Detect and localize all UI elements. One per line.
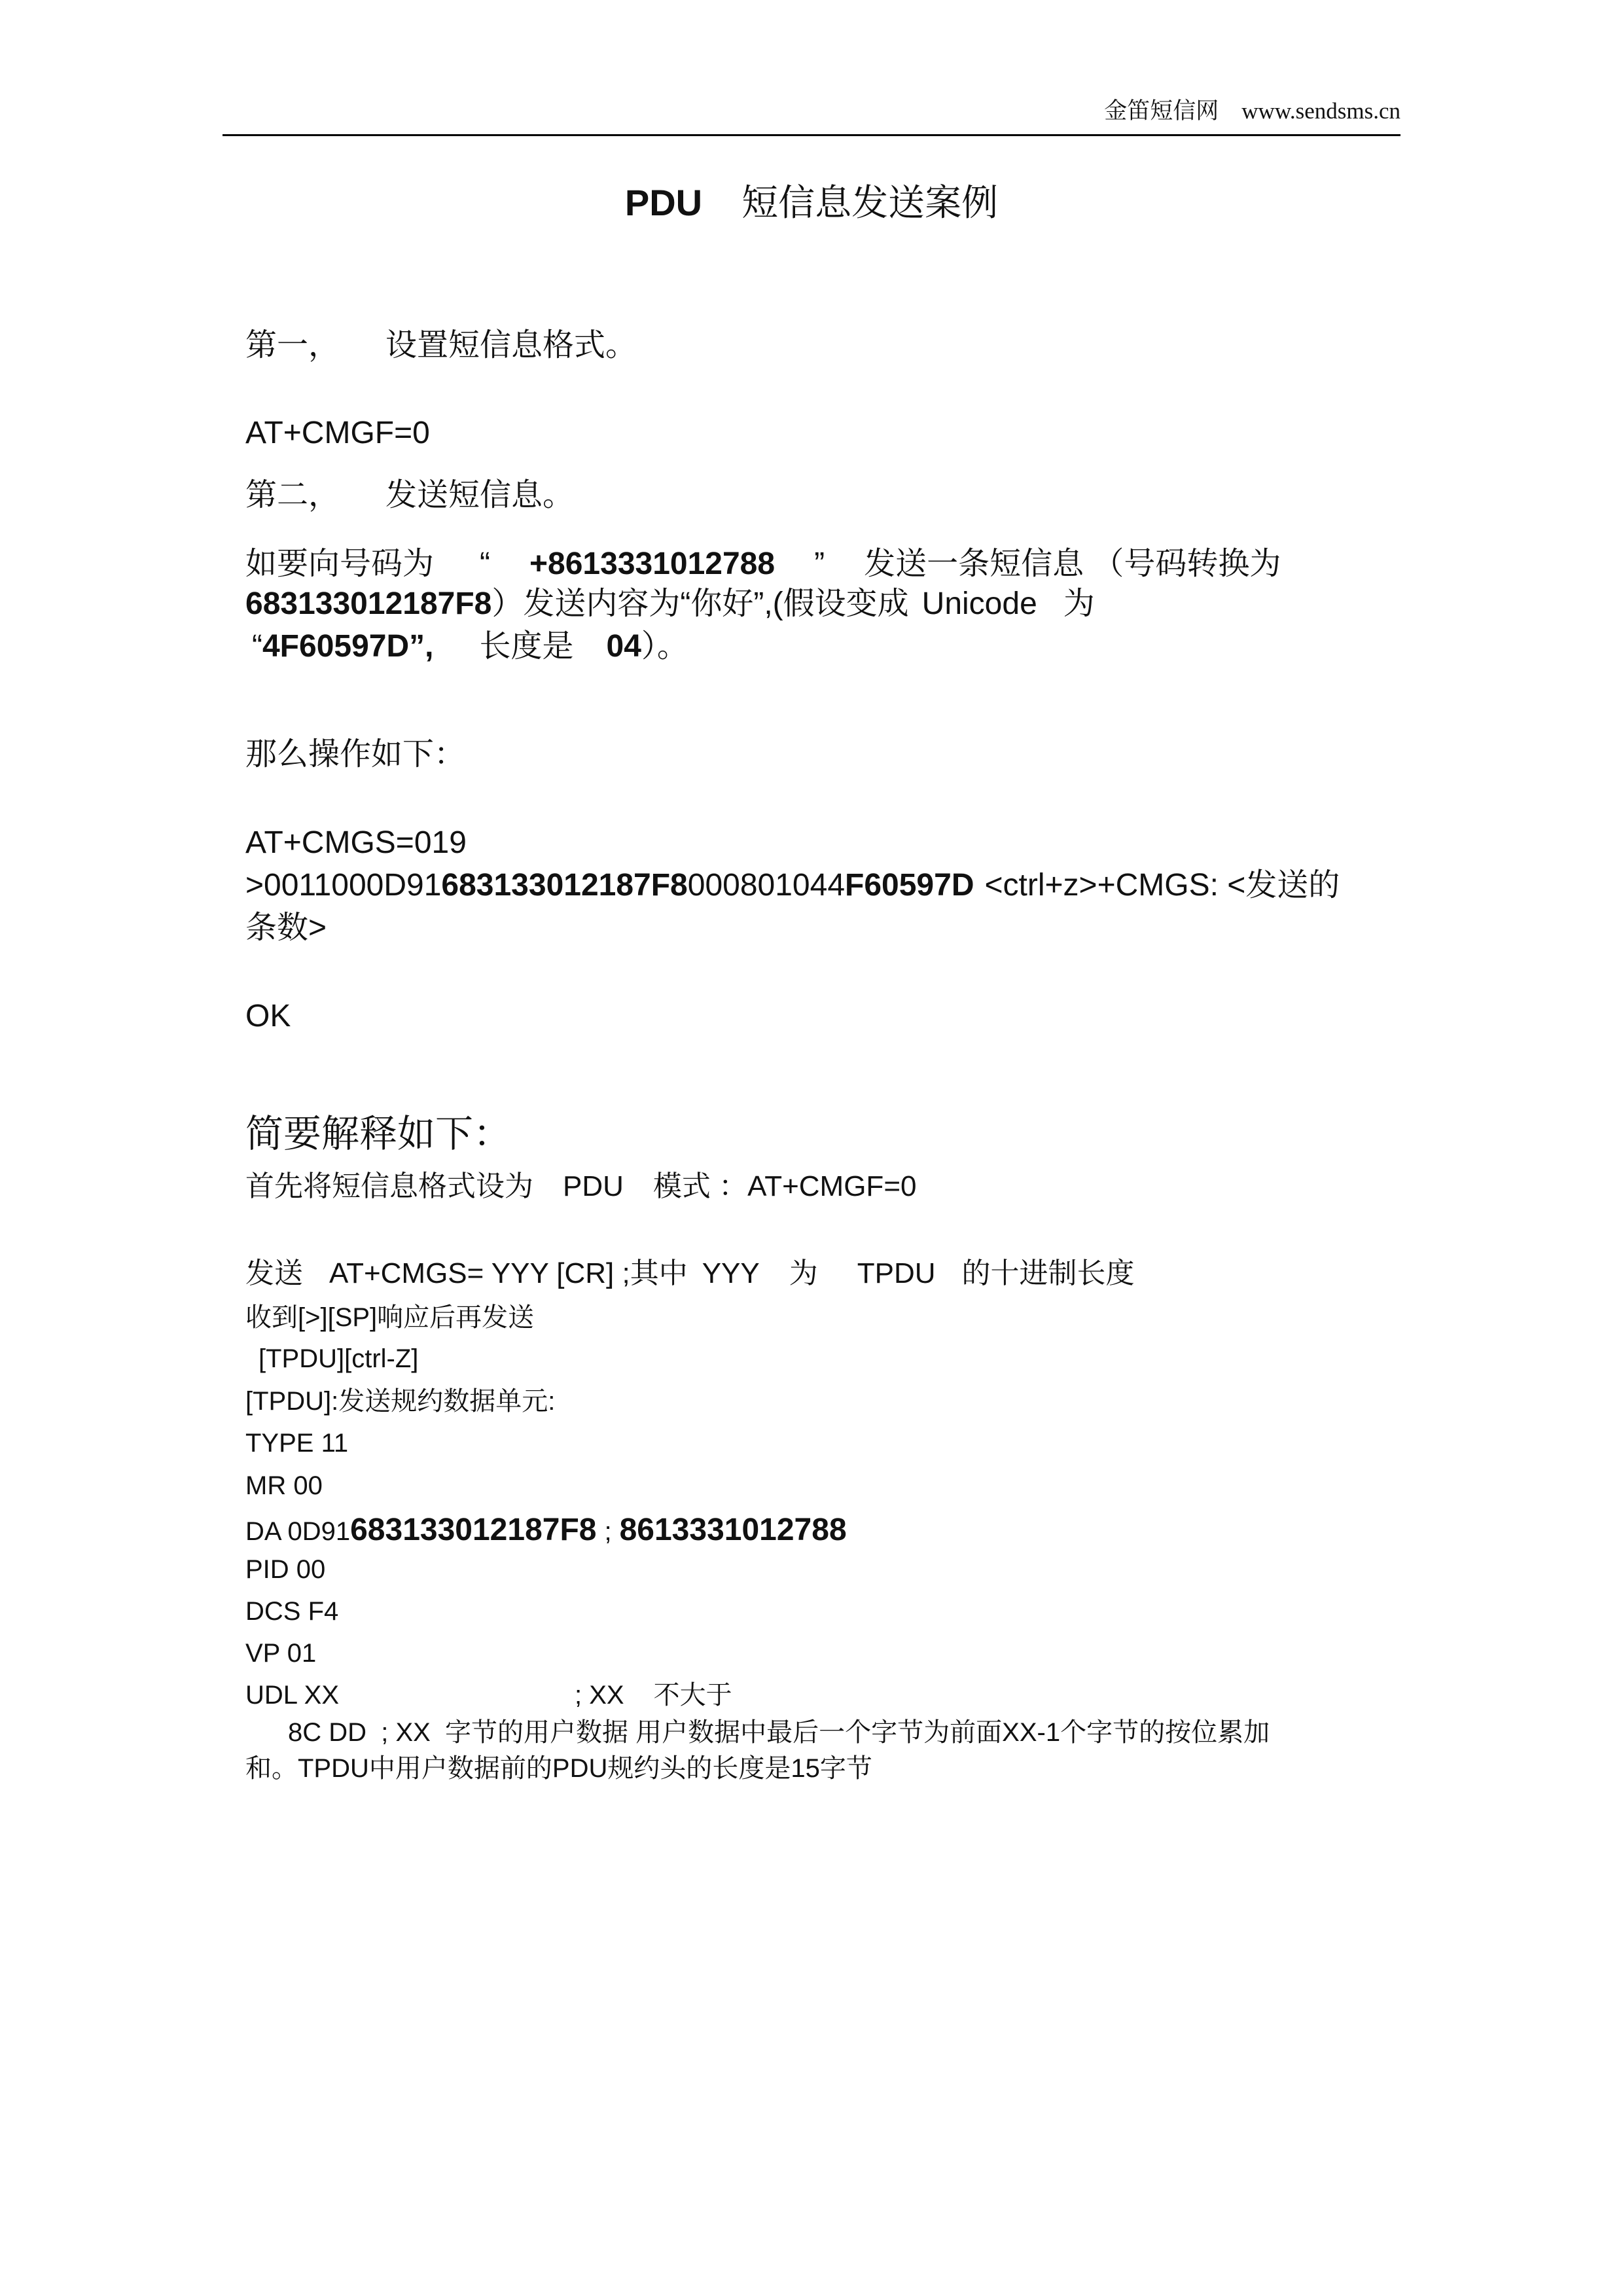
udl-c: 不大于 [653,1681,732,1710]
udl-b: ; XX [575,1681,624,1710]
ops-pdu [245,866,1340,905]
pdu-mid: 000801044 [687,868,846,903]
field-dcs: DCS F4 [245,1597,339,1626]
title-text: 短信息发送案例 [741,182,999,223]
length-value: 04 [606,629,641,664]
step2-text: 发送短信息。 [385,478,575,512]
length-label: 长度是 [479,629,574,664]
step1-heading [245,326,637,365]
da-phone: 8613331012788 [619,1513,847,1547]
ops-heading: 那么操作如下： [245,737,466,772]
quote-close: ” [814,547,825,581]
explain-line-4: [TPDU][ctrl-Z] [259,1344,419,1373]
field-ud: 8C DD ; XX 字节的用户数据 用户数据中最后一个字节为前面XX-1个字节的按位累加 [288,1718,1270,1747]
l2-b: AT+CMGS= YYY [CR] ;其中 [329,1257,688,1289]
pdu-ud: F60597D [845,868,974,903]
quote-open: “ [480,547,490,581]
ops-ok: OK [245,999,291,1033]
step1-text: 设置短信息格式。 [385,328,637,363]
l2-c: YYY [702,1257,760,1289]
pdu-da: 683133012187F8 [441,868,688,903]
field-pid: PID 00 [245,1555,326,1584]
l2-f: 的十进制长度 [961,1257,1135,1289]
header-url: www.sendsms.cn [1241,98,1400,124]
explain-line-3: 收到[>][SP]响应后再发送 [245,1303,535,1332]
l1-a: 首先将短信息格式设为 [245,1170,533,1202]
page-header [223,98,1400,136]
unicode-word: Unicode [921,586,1037,621]
field-da [245,1511,847,1550]
l1-c: 模式 ：AT+CMGF=0 [652,1170,917,1202]
intro-prefix: 如要向号码为 [245,547,435,581]
field-vp: VP 01 [245,1639,317,1668]
quote-open-2: “ [252,629,262,664]
field-ud-wrap: 和。TPDU中用户数据前的PDU规约头的长度是15字节 [245,1754,872,1783]
converted-number: 683133012187F8 [245,586,492,621]
explain-line-5: [TPDU]:发送规约数据单元: [245,1387,556,1416]
header-brand: 金笛短信网 [1104,98,1219,124]
l2-d: 为 [789,1257,818,1289]
intro-wei: 为 [1063,586,1095,621]
field-udl [245,1679,732,1712]
intro-line-3 [245,627,688,666]
ops-pdu-wrap: 条数> [245,910,327,945]
ops-cmd: AT+CMGS=019 [245,825,467,860]
pdu-suffix: <ctrl+z>+CMGS: <发送的 [984,868,1340,903]
title-pdu: PDU [624,182,703,223]
da-value: 683133012187F8 [350,1513,597,1547]
explain-line-1 [245,1168,916,1205]
phone-number: +8613331012788 [529,547,776,581]
unicode-value: 4F60597D”, [262,629,434,664]
explain-line-2 [245,1255,1135,1292]
step2-heading [245,476,574,515]
da-prefix: DA 0D91 [245,1517,351,1546]
intro-end: ）。 [641,629,688,664]
step1-command: AT+CMGF=0 [245,416,430,450]
step2-label: 第二， [245,478,340,512]
l2-a: 发送 [245,1257,303,1289]
explain-heading: 简要解释如下： [245,1113,512,1155]
da-sep: ; [604,1517,612,1546]
pdu-prefix: >0011000D91 [245,868,442,903]
intro-line-1 [245,545,1281,584]
l2-e: TPDU [857,1257,936,1289]
intro-line-2 [245,584,1095,624]
step1-label: 第一， [245,328,340,363]
page-title [0,180,1623,226]
field-mr: MR 00 [245,1471,323,1500]
field-type: TYPE 11 [245,1429,349,1458]
udl-a: UDL XX [245,1681,340,1710]
l1-b: PDU [563,1170,624,1202]
intro-suffix: 发送一条短信息 （号码转换为 [864,547,1281,581]
intro-content: ）发送内容为“你好”,(假设变成 [491,586,909,621]
